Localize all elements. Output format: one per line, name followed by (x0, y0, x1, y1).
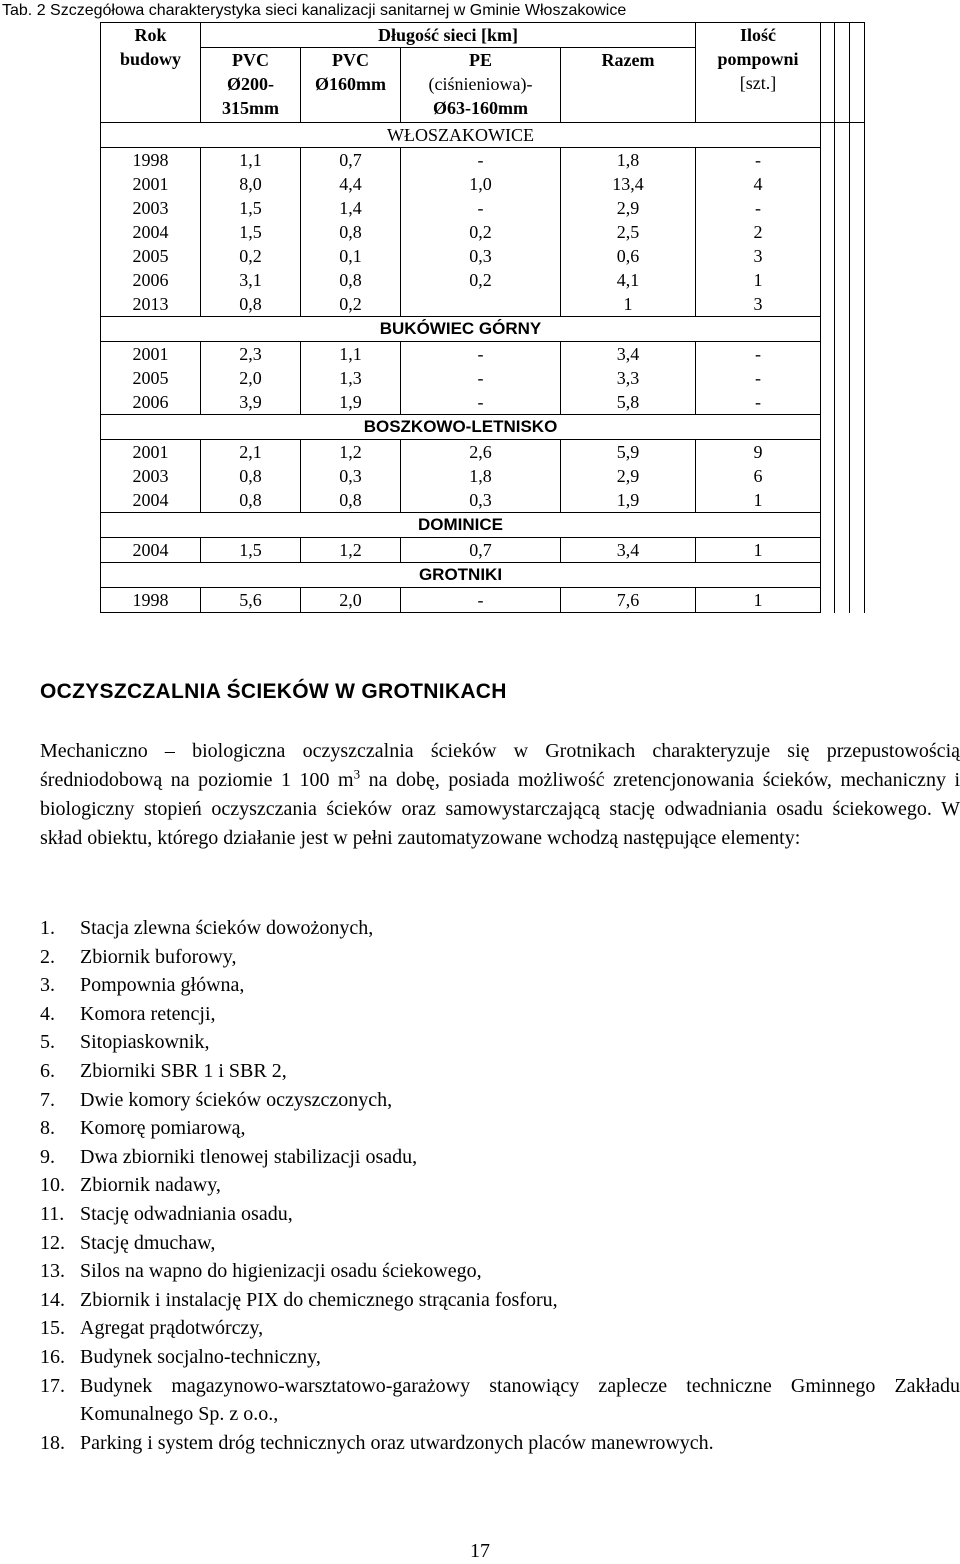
blank-cell (850, 415, 865, 440)
blank-cell (821, 440, 835, 513)
blank-cell (821, 563, 835, 588)
pvc160-value: 0,8 (339, 270, 362, 290)
blank-cell (850, 342, 865, 415)
section-data-row (101, 148, 865, 317)
pe-value: 0,3 (469, 246, 492, 266)
pvc200-value: 0,8 (239, 466, 262, 486)
blank-col-2 (835, 23, 850, 123)
pvc160-value: 4,4 (339, 174, 362, 194)
pvc200-value: 2,3 (239, 344, 262, 364)
list-item-number: 16. (40, 1345, 65, 1368)
list-item-number: 4. (40, 1002, 55, 1025)
list-item-text: Silos na wapno do higienizacji osadu ściekowego, (80, 1260, 482, 1283)
blank-cell (835, 415, 850, 440)
years-value: 2004 (132, 490, 169, 510)
list-item-number: 1. (40, 917, 55, 939)
list-item-text: Sitopiaskownik, (80, 1031, 210, 1054)
years-value: 2003 (132, 466, 169, 486)
list-item (40, 1372, 960, 1429)
blank-cell (835, 342, 850, 415)
list-item (40, 1057, 960, 1086)
table-caption: Tab. 2 Szczegółowa charakterystyka sieci kanalizacji sanitarnej w Gminie Włoszakowice (2, 2, 627, 19)
pvc200-value: 3,1 (239, 270, 262, 290)
list-item-number: 2. (40, 945, 55, 968)
list-item-text: Dwa zbiorniki tlenowej stabilizacji osadu, (80, 1145, 418, 1168)
cell-pvc200 (201, 148, 301, 317)
cell-years (101, 588, 201, 613)
blank-cell (835, 563, 850, 588)
cell-total (561, 588, 696, 613)
pumps-value: - (755, 198, 761, 218)
blank-cell (850, 123, 865, 148)
list-item (40, 1200, 960, 1229)
header-pvc160: PVC Ø160mm (301, 48, 401, 123)
pe-value: 0,2 (469, 222, 492, 242)
blank-cell (821, 513, 835, 538)
pvc200-value: 2,0 (239, 368, 262, 388)
total-value: 5,9 (616, 442, 640, 462)
total-value: 7,6 (616, 590, 640, 610)
blank-cell (835, 588, 850, 613)
section-title: BOSZKOWO-LETNISKO (101, 415, 821, 440)
blank-cell (821, 148, 835, 317)
list-item (40, 1229, 960, 1258)
blank-cell (821, 342, 835, 415)
pumps-value: 2 (753, 222, 763, 242)
pumps-value: 4 (753, 174, 763, 194)
total-value: 4,1 (616, 270, 640, 290)
list-item-text: Zbiornik buforowy, (80, 945, 237, 968)
pe-value: - (477, 150, 484, 170)
section-header-row (101, 415, 865, 440)
pumps-value: 1 (753, 270, 763, 290)
blank-cell (821, 538, 835, 563)
pe-value: 0,3 (469, 490, 492, 510)
list-item-number: 10. (40, 1174, 65, 1197)
years-value: 1998 (132, 590, 169, 610)
header-pvc200: PVC Ø200- 315mm (201, 48, 301, 123)
list-item-text: Komora retencji, (80, 1002, 216, 1025)
list-item (40, 1257, 960, 1286)
list-item-text: Agregat prądotwórczy, (80, 1317, 264, 1340)
list-item (40, 1000, 960, 1029)
years-value: 2004 (132, 222, 169, 242)
pumps-value: 3 (753, 246, 763, 266)
list-item (40, 1114, 960, 1143)
pumps-value: 1 (753, 540, 763, 560)
total-value: 3,4 (616, 540, 640, 560)
list-item-number: 15. (40, 1317, 65, 1340)
cell-pvc160 (301, 588, 401, 613)
years-value: 2006 (132, 392, 169, 412)
list-item-number: 3. (40, 974, 55, 997)
cell-years (101, 148, 201, 317)
blank-cell (850, 588, 865, 613)
pvc160-value: 0,7 (339, 150, 362, 170)
list-item (40, 971, 960, 1000)
list-item-text: Komorę pomiarową, (80, 1117, 246, 1140)
pvc200-value: 1,5 (239, 198, 262, 218)
list-item-number: 8. (40, 1117, 55, 1140)
cell-total (561, 148, 696, 317)
section-title: DOMINICE (101, 513, 821, 538)
list-item-number: 12. (40, 1231, 65, 1254)
pvc160-value: 0,8 (339, 490, 362, 510)
blank-cell (850, 538, 865, 563)
pumps-value: 6 (753, 466, 763, 486)
cell-pvc160 (301, 538, 401, 563)
blank-cell (850, 440, 865, 513)
pvc200-value: 1,5 (239, 540, 262, 560)
list-item (40, 1343, 960, 1372)
list-item-text: Zbiornik nadawy, (80, 1174, 221, 1197)
list-item-number: 6. (40, 1059, 55, 1082)
list-item-number: 5. (40, 1031, 55, 1054)
section-data-row (101, 440, 865, 513)
pumps-value: 1 (753, 490, 763, 510)
years-value: 2013 (132, 294, 169, 314)
pe-value: 1,0 (469, 174, 492, 194)
cell-pvc160 (301, 342, 401, 415)
years-value: 2003 (132, 198, 169, 218)
cell-years (101, 538, 201, 563)
list-item-number: 14. (40, 1288, 65, 1311)
total-value: 2,9 (616, 466, 640, 486)
list-item-number: 17. (40, 1374, 65, 1397)
pvc160-value: 0,8 (339, 222, 362, 242)
cell-pe (401, 538, 561, 563)
cell-total (561, 342, 696, 415)
section-data-row (101, 538, 865, 563)
pvc160-value: 1,9 (339, 392, 362, 412)
page-number: 17 (470, 1540, 490, 1562)
pumps-value: - (755, 344, 761, 364)
list-item-number: 7. (40, 1088, 55, 1111)
header-pe: PE (ciśnieniowa)- Ø63-160mm (401, 48, 561, 123)
list-item (40, 1143, 960, 1172)
blank-cell (835, 440, 850, 513)
section-title: GROTNIKI (101, 563, 821, 588)
pe-value: - (477, 392, 484, 412)
facility-elements-list (40, 914, 960, 1457)
cell-years (101, 342, 201, 415)
cell-pvc160 (301, 440, 401, 513)
cell-pumps (696, 342, 821, 415)
section-title: WŁOSZAKOWICE (101, 123, 821, 148)
pumps-value: - (755, 392, 761, 412)
pvc160-value: 1,2 (339, 442, 362, 462)
list-item-number: 18. (40, 1431, 65, 1454)
pe-value: - (477, 198, 484, 218)
list-item-text: Stację odwadniania osadu, (80, 1202, 293, 1225)
pvc200-value: 5,6 (239, 590, 262, 610)
list-item-text: Dwie komory ścieków oczyszczonych, (80, 1088, 393, 1111)
section-heading: OCZYSZCZALNIA ŚCIEKÓW W GROTNIKACH (40, 680, 507, 703)
header-year: Rok budowy (101, 23, 201, 123)
blank-cell (850, 317, 865, 342)
pvc160-value: 1,3 (339, 368, 362, 388)
years-value: 1998 (132, 150, 169, 170)
years-value: 2001 (132, 344, 169, 364)
years-value: 2005 (132, 246, 169, 266)
pvc200-value: 0,8 (239, 294, 262, 314)
blank-cell (850, 148, 865, 317)
pumps-value: - (755, 368, 761, 388)
total-value: 0,6 (616, 246, 640, 266)
list-item (40, 1286, 960, 1315)
list-item-number: 11. (40, 1202, 65, 1225)
pvc200-value: 0,8 (239, 490, 262, 510)
blank-cell (850, 513, 865, 538)
section-header-row (101, 123, 865, 148)
cell-pe (401, 342, 561, 415)
list-item-text: Stacja zlewna ścieków dowożonych, (80, 917, 374, 939)
blank-cell (821, 588, 835, 613)
section-header-row (101, 513, 865, 538)
list-item-text: Zbiorniki SBR 1 i SBR 2, (80, 1059, 287, 1082)
pvc160-value: 0,2 (339, 294, 362, 314)
years-value: 2006 (132, 270, 169, 290)
years-value: 2001 (132, 442, 169, 462)
total-value: 1 (623, 294, 633, 314)
blank-cell (821, 415, 835, 440)
header-row (101, 23, 865, 48)
blank-col-3 (850, 23, 865, 123)
cell-pe (401, 588, 561, 613)
pvc160-value: 2,0 (339, 590, 362, 610)
list-item-text: Budynek magazynowo-warsztatowo-garażowy stanowiący zaplecze techniczne Gminnego Zakładu Komunalnego Sp. z o.o., (80, 1374, 960, 1426)
blank-cell (835, 538, 850, 563)
pumps-value: 1 (753, 590, 763, 610)
section-header-row (101, 563, 865, 588)
blank-cell (835, 317, 850, 342)
pe-value: - (477, 344, 484, 364)
sewer-network-table (100, 22, 865, 613)
total-value: 3,4 (616, 344, 640, 364)
list-item (40, 1171, 960, 1200)
pe-value: - (477, 590, 484, 610)
cell-pvc200 (201, 588, 301, 613)
total-value: 5,8 (616, 392, 640, 412)
list-item (40, 1429, 960, 1458)
cell-pvc200 (201, 440, 301, 513)
pvc200-value: 3,9 (239, 392, 262, 412)
section-data-row (101, 588, 865, 613)
section-header-row (101, 317, 865, 342)
pumps-value: 9 (753, 442, 763, 462)
section-data-row (101, 342, 865, 415)
list-item-text: Zbiornik i instalację PIX do chemicznego strącania fosforu, (80, 1288, 558, 1311)
pe-value: 0,7 (469, 540, 492, 560)
pvc200-value: 1,1 (239, 150, 262, 170)
blank-cell (821, 123, 835, 148)
cell-pvc160 (301, 148, 401, 317)
cell-pvc200 (201, 538, 301, 563)
blank-col-1 (821, 23, 835, 123)
cell-pe (401, 148, 561, 317)
section-title: BUKÓWIEC GÓRNY (101, 317, 821, 342)
list-item (40, 914, 960, 943)
pe-value: 1,8 (469, 466, 492, 486)
total-value: 3,3 (616, 368, 640, 388)
cell-pvc200 (201, 342, 301, 415)
cell-pumps (696, 538, 821, 563)
list-item-text: Parking i system dróg technicznych oraz utwardzonych placów manewrowych. (80, 1431, 714, 1454)
list-item (40, 1314, 960, 1343)
pvc200-value: 8,0 (239, 174, 262, 194)
description-paragraph: Mechaniczno – biologiczna oczyszczalnia ścieków w Grotnikach charakteryzuje się przepustowością średniodobową na poziomie 1 100 $m^3$ na dobę, posiada możliwość zretencjonowania ścieków, mechaniczny i biologiczny stopień oczyszczania ścieków oraz samowystarczającą stację odwadniania osadu ściekowego. W skład obiektu, którego działanie jest w pełni zautomatyzowane wchodzą następujące elementy: (40, 740, 960, 849)
years-value: 2001 (132, 174, 169, 194)
list-item (40, 1028, 960, 1057)
pvc160-value: 1,4 (339, 198, 362, 218)
pvc200-value: 0,2 (239, 246, 262, 266)
cell-pe (401, 440, 561, 513)
list-item-text: Stację dmuchaw, (80, 1231, 216, 1254)
list-item-text: Budynek socjalno-techniczny, (80, 1345, 321, 1368)
pe-value: 2,6 (469, 442, 492, 462)
pvc160-value: 1,2 (339, 540, 362, 560)
cell-pumps (696, 588, 821, 613)
header-length-group: Długość sieci [km] (201, 23, 696, 48)
pumps-value: 3 (753, 294, 763, 314)
pe-value: - (477, 368, 484, 388)
pvc160-value: 0,3 (339, 466, 362, 486)
cell-total (561, 440, 696, 513)
total-value: 2,5 (616, 222, 640, 242)
blank-cell (835, 513, 850, 538)
blank-cell (821, 317, 835, 342)
cell-pumps (696, 440, 821, 513)
blank-cell (835, 123, 850, 148)
total-value: 1,8 (616, 150, 640, 170)
list-item (40, 943, 960, 972)
list-item-number: 9. (40, 1145, 55, 1168)
blank-cell (835, 148, 850, 317)
pumps-value: - (755, 150, 761, 170)
pe-value (401, 292, 560, 316)
list-item (40, 1086, 960, 1115)
cell-total (561, 538, 696, 563)
list-item-number: 13. (40, 1260, 65, 1283)
pe-value: 0,2 (469, 270, 492, 290)
total-value: 13,4 (612, 174, 644, 194)
years-value: 2005 (132, 368, 169, 388)
list-item-text: Pompownia główna, (80, 974, 245, 997)
cell-years (101, 440, 201, 513)
pvc200-value: 1,5 (239, 222, 262, 242)
header-total: Razem (561, 48, 696, 123)
pvc160-value: 1,1 (339, 344, 362, 364)
pvc160-value: 0,1 (339, 246, 362, 266)
blank-cell (850, 563, 865, 588)
cell-pumps (696, 148, 821, 317)
total-value: 1,9 (616, 490, 640, 510)
years-value: 2004 (132, 540, 169, 560)
pvc200-value: 2,1 (239, 442, 262, 462)
header-pumps: Ilość pompowni [szt.] (696, 23, 821, 123)
total-value: 2,9 (616, 198, 640, 218)
